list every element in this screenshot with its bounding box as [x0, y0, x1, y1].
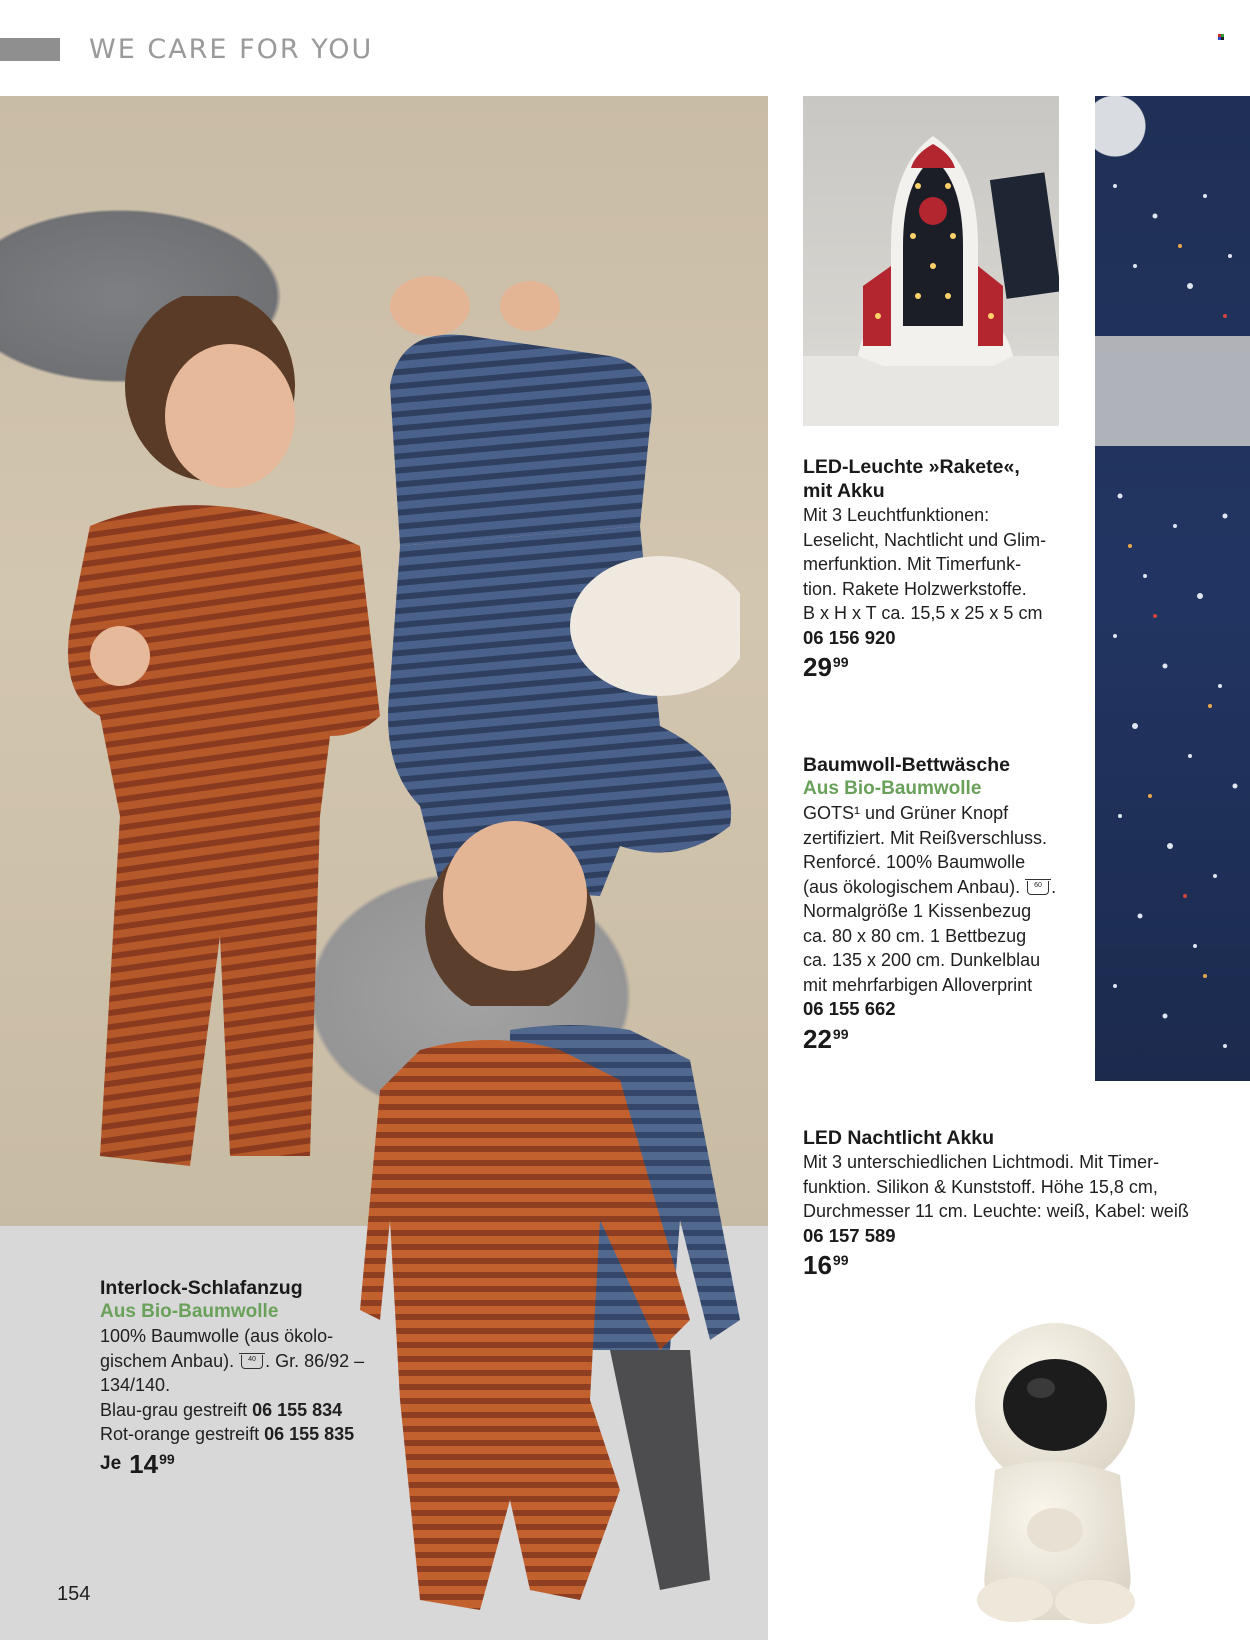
- rocket-lamp-desc-line-5: B x H x T ca. 15,5 x 25 x 5 cm: [803, 603, 1043, 623]
- rocket-lamp-article-number: 06 156 920: [803, 626, 896, 648]
- nightlight-article-number: 06 157 589: [803, 1224, 896, 1246]
- bedding-product-info: [803, 753, 1093, 1054]
- pyjama-desc-line-3: 134/140.: [100, 1375, 171, 1395]
- rocket-lamp-photo: [803, 96, 1059, 426]
- pyjama-title: Interlock-Schlafanzug: [100, 1277, 303, 1299]
- bedding-desc-line-2: zertifiziert. Mit Reißverschluss.: [803, 827, 1048, 848]
- astronaut-nightlight-image: [955, 1310, 1155, 1630]
- price-cents: 99: [159, 1450, 175, 1467]
- price-euros: 16: [803, 1250, 832, 1280]
- nightlight-desc-line-1: Mit 3 unterschiedlichen Lichtmodi. Mit Timer-: [803, 1152, 1160, 1172]
- bedding-desc-line-1: GOTS¹ und Grüner Knopf: [803, 803, 1009, 823]
- rocket-lamp-desc-line-3: merfunktion. Mit Timerfunk-: [803, 554, 1022, 574]
- pyjama-product-info: [100, 1276, 420, 1479]
- price-cents: 99: [832, 1025, 849, 1042]
- wash-60-icon: [1027, 881, 1049, 895]
- pyjama-subtitle: Aus Bio-Baumwolle: [100, 1301, 279, 1322]
- price-euros: 14: [129, 1448, 159, 1479]
- pyjama-desc-line-2a: gischem Anbau).: [100, 1350, 235, 1371]
- bedding-price: [803, 1024, 1093, 1054]
- pyjama-price: [100, 1449, 420, 1479]
- bedding-desc-line-4: (aus ökologischem Anbau).: [803, 876, 1021, 897]
- variant-label: Rot-orange gestreift: [100, 1424, 260, 1444]
- rocket-lamp-desc-line-2: Leselicht, Nachtlicht und Glim-: [803, 529, 1047, 550]
- nightlight-desc-line-2: funktion. Silikon & Kunststoff. Höhe 15,8 cm,: [803, 1176, 1158, 1197]
- pyjama-variant-1: [100, 1398, 420, 1423]
- page-header-title: WE CARE FOR YOU: [89, 34, 374, 65]
- bedding-desc-line-7: ca. 135 x 200 cm. Dunkelblau: [803, 950, 1041, 970]
- rocket-lamp-image: [803, 96, 1059, 426]
- rocket-lamp-desc-line-1: Mit 3 Leuchtfunktionen:: [803, 505, 990, 525]
- rocket-lamp-desc-line-4: tion. Rakete Holzwerkstoffe.: [803, 578, 1027, 599]
- bedding-article-number: 06 155 662: [803, 998, 896, 1019]
- pyjama-desc-line-1: 100% Baumwolle (aus ökolo-: [100, 1326, 334, 1346]
- nightlight-product-info: [803, 1126, 1243, 1280]
- rocket-lamp-product-info: [803, 455, 1093, 682]
- nightlight-price: [803, 1250, 1243, 1280]
- variant-label: Blau-grau gestreift: [100, 1399, 248, 1420]
- price-cents: 99: [832, 654, 849, 670]
- rocket-lamp-title-line-1: LED-Leuchte »Rakete«,: [803, 456, 1020, 478]
- pyjama-desc-line-2b: . Gr. 86/92 –: [265, 1350, 365, 1371]
- page-number: 154: [57, 1583, 91, 1605]
- price-cents: 99: [832, 1252, 849, 1268]
- bedding-photo: [1095, 96, 1250, 1081]
- nightlight-title: LED Nachtlicht Akku: [803, 1127, 995, 1149]
- bedding-subtitle: Aus Bio-Baumwolle: [803, 778, 982, 799]
- bedding-desc-line-5: Normalgröße 1 Kissenbezug: [803, 901, 1032, 921]
- bedding-desc-line-8: mit mehrfarbigen Alloverprint: [803, 974, 1033, 995]
- header-accent-bar: [0, 38, 60, 61]
- bedding-desc-line-6: ca. 80 x 80 cm. 1 Bettbezug: [803, 925, 1027, 946]
- bedding-desc-line-3: Renforcé. 100% Baumwolle: [803, 852, 1026, 872]
- boy-in-striped-pyjama-image: [360, 246, 740, 1006]
- rocket-lamp-price: [803, 652, 1093, 682]
- price-euros: 22: [803, 1023, 832, 1054]
- bedding-desc-line-4-row: (aus ökologischem Anbau). 60 .: [803, 876, 1057, 897]
- star-print-bedding-image: [1095, 96, 1250, 1081]
- variant-article-number: 06 155 835: [264, 1424, 355, 1444]
- wash-temperature-label: 40: [248, 1355, 256, 1363]
- pyjama-desc-line-2-row: [100, 1349, 420, 1374]
- price-euros: 29: [803, 652, 832, 682]
- price-prefix: Je: [100, 1452, 122, 1474]
- pyjama-variant-2: [100, 1422, 420, 1447]
- wash-temperature-label: 60: [1034, 881, 1042, 889]
- nightlight-desc-line-3: Durchmesser 11 cm. Leuchte: weiß, Kabel: weiß: [803, 1201, 1189, 1221]
- bedding-title: Baumwoll-Bettwäsche: [803, 754, 1010, 776]
- girl-in-striped-pyjama-image: [60, 296, 390, 1176]
- wash-40-icon: [241, 1355, 263, 1369]
- corner-color-mark: [1218, 34, 1224, 40]
- variant-article-number: 06 155 834: [252, 1399, 343, 1420]
- rocket-lamp-title-line-2: mit Akku: [803, 480, 885, 502]
